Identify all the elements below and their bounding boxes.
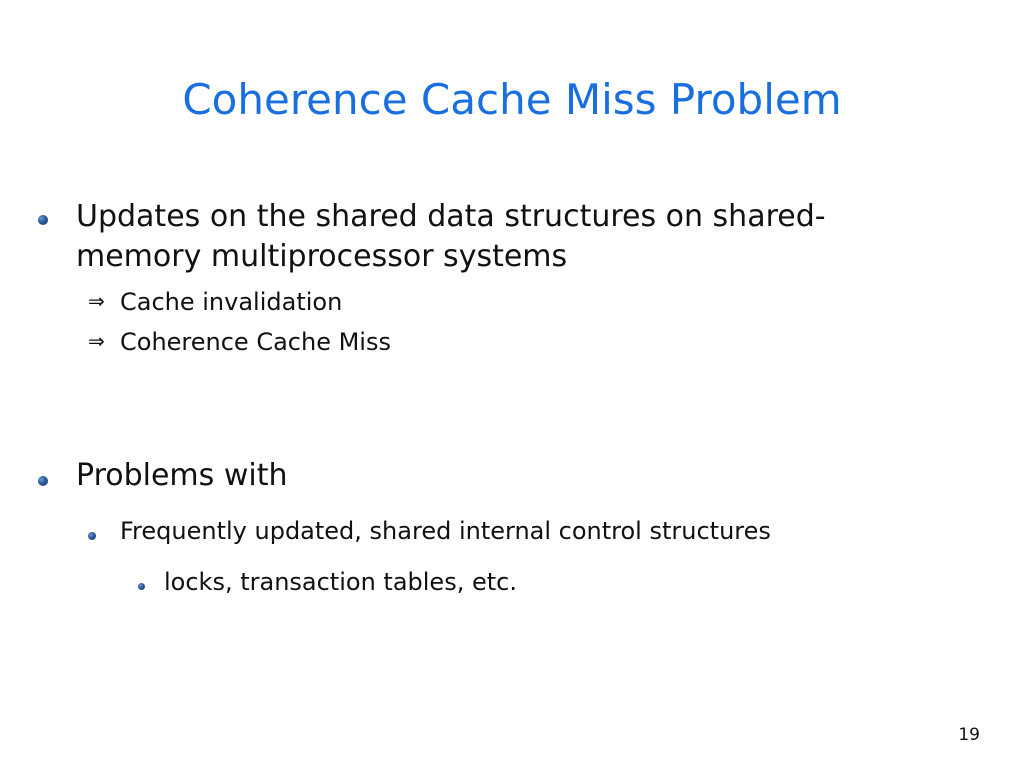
slide-title: Coherence Cache Miss Problem (182, 75, 842, 124)
sub-item-label: Cache invalidation (120, 288, 343, 316)
sub-item-coherence-cache-miss (88, 326, 888, 356)
bullet-dot-icon (88, 532, 96, 540)
page-number: 19 (958, 725, 980, 745)
double-arrow-icon: ⇒ (88, 329, 105, 353)
bullet-text: Problems with (76, 458, 288, 493)
bullet-text-line-1: Updates on the shared data structures on shared- (76, 199, 826, 234)
sub-sub-item-locks (138, 566, 938, 598)
bullet-item-problems-with (38, 455, 938, 497)
bullet-text-line-2: memory multiprocessor systems (76, 239, 568, 274)
sub-sub-item-label: locks, transaction tables, etc. (164, 568, 517, 596)
sub-item-frequently-updated (88, 515, 988, 547)
bullet-dot-icon (38, 215, 48, 225)
bullet-dot-icon (138, 583, 145, 590)
double-arrow-icon: ⇒ (88, 289, 105, 313)
sub-item-label: Frequently updated, shared internal control structures (120, 517, 771, 545)
sub-item-cache-invalidation (88, 286, 888, 316)
bullet-dot-icon (38, 476, 48, 486)
sub-item-label: Coherence Cache Miss (120, 328, 391, 356)
